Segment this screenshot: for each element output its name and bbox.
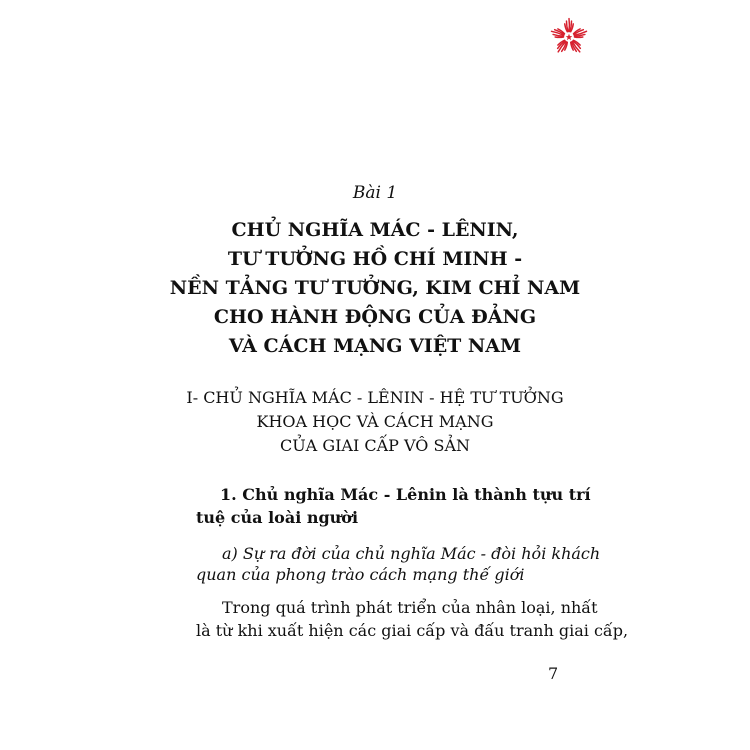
section-heading-line: CỦA GIAI CẤP VÔ SẢN	[279, 436, 471, 455]
page-number: 7	[548, 664, 559, 683]
chapter-title-line: NỀN TẢNG TƯ TƯỞNG, KIM CHỈ NAM	[169, 277, 581, 299]
chapter-title-line: VÀ CÁCH MẠNG VIỆT NAM	[228, 335, 522, 357]
sub-subsection-heading-line: a) Sự ra đời của chủ nghĩa Mác - đòi hỏi khách	[222, 544, 601, 563]
chapter-title-line: CHO HÀNH ĐỘNG CỦA ĐẢNG	[213, 306, 537, 328]
chapter-title	[0, 216, 750, 361]
section-heading	[0, 386, 750, 458]
section-heading-line: I- CHỦ NGHĨA MÁC - LÊNIN - HỆ TƯ TƯỞNG	[186, 388, 564, 407]
body-text-line: Trong quá trình phát triển của nhân loại, nhất	[222, 598, 598, 617]
body-text-line: là từ khi xuất hiện các giai cấp và đấu tranh giai cấp,	[196, 621, 629, 640]
chapter-title-line: TƯ TƯỞNG HỒ CHÍ MINH -	[227, 248, 523, 270]
section-heading-line: KHOA HỌC VÀ CÁCH MẠNG	[256, 412, 494, 431]
lesson-label: Bài 1	[352, 183, 398, 203]
subsection-heading-line: 1. Chủ nghĩa Mác - Lênin là thành tựu trí	[220, 485, 591, 504]
chapter-title-line: CHỦ NGHĨA MÁC - LÊNIN,	[231, 219, 519, 241]
publisher-star-logo-icon	[546, 14, 592, 60]
sub-subsection-heading-line: quan của phong trào cách mạng thế giới	[196, 565, 525, 584]
subsection-heading-line: tuệ của loài người	[196, 508, 359, 527]
